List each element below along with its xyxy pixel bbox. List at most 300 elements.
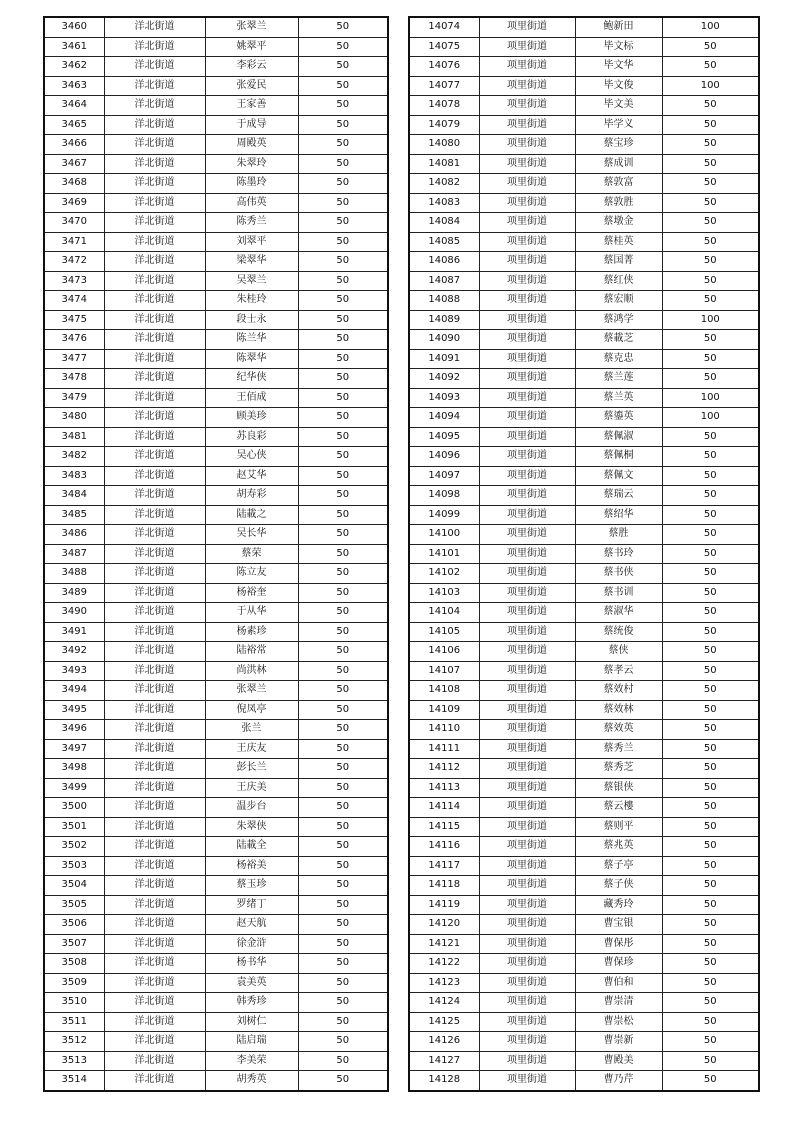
district-cell: 项里街道 <box>479 193 575 213</box>
district-cell: 洋北街道 <box>104 622 205 642</box>
row-number-cell: 3474 <box>44 291 104 311</box>
row-number-cell: 3497 <box>44 739 104 759</box>
name-cell: 胡寿彩 <box>205 486 298 506</box>
name-cell: 毕文标 <box>575 37 662 57</box>
amount-cell: 50 <box>298 1032 388 1052</box>
district-cell: 项里街道 <box>479 17 575 37</box>
district-cell: 洋北街道 <box>104 642 205 662</box>
amount-cell: 50 <box>662 486 759 506</box>
name-cell: 徐金浒 <box>205 934 298 954</box>
row-number-cell: 14123 <box>409 973 479 993</box>
district-cell: 洋北街道 <box>104 1071 205 1091</box>
amount-cell: 50 <box>298 1012 388 1032</box>
row-number-cell: 3509 <box>44 973 104 993</box>
table-row <box>44 291 388 311</box>
district-cell: 项里街道 <box>479 954 575 974</box>
row-number-cell: 14075 <box>409 37 479 57</box>
table-row <box>409 1051 759 1071</box>
table-row <box>409 544 759 564</box>
table-row <box>409 57 759 77</box>
district-cell: 项里街道 <box>479 115 575 135</box>
amount-cell: 50 <box>298 466 388 486</box>
row-number-cell: 3492 <box>44 642 104 662</box>
row-number-cell: 3483 <box>44 466 104 486</box>
name-cell: 袁美英 <box>205 973 298 993</box>
amount-cell: 50 <box>662 525 759 545</box>
amount-cell: 50 <box>298 856 388 876</box>
name-cell: 赵天航 <box>205 915 298 935</box>
name-cell: 毕学义 <box>575 115 662 135</box>
row-number-cell: 3471 <box>44 232 104 252</box>
district-cell: 洋北街道 <box>104 174 205 194</box>
name-cell: 杨裕奎 <box>205 583 298 603</box>
name-cell: 蔡玉珍 <box>205 876 298 896</box>
table-row <box>44 388 388 408</box>
table-row <box>44 17 388 37</box>
row-number-cell: 3500 <box>44 798 104 818</box>
name-cell: 曹崇松 <box>575 1012 662 1032</box>
table-row <box>44 681 388 701</box>
amount-cell: 50 <box>298 349 388 369</box>
name-cell: 曹宝银 <box>575 915 662 935</box>
name-cell: 曹殿美 <box>575 1051 662 1071</box>
name-cell: 蔡佩淑 <box>575 427 662 447</box>
row-number-cell: 3507 <box>44 934 104 954</box>
district-cell: 洋北街道 <box>104 895 205 915</box>
table-row <box>44 57 388 77</box>
district-cell: 洋北街道 <box>104 388 205 408</box>
table-row <box>409 1032 759 1052</box>
amount-cell: 50 <box>662 915 759 935</box>
district-cell: 洋北街道 <box>104 447 205 467</box>
district-cell: 洋北街道 <box>104 934 205 954</box>
district-cell: 项里街道 <box>479 720 575 740</box>
table-row <box>409 915 759 935</box>
amount-cell: 50 <box>662 505 759 525</box>
table-row <box>44 1071 388 1091</box>
table-row <box>409 954 759 974</box>
amount-cell: 50 <box>298 525 388 545</box>
table-row <box>44 193 388 213</box>
row-number-cell: 3465 <box>44 115 104 135</box>
name-cell: 张兰 <box>205 720 298 740</box>
name-cell: 王庆美 <box>205 778 298 798</box>
row-number-cell: 14111 <box>409 739 479 759</box>
district-cell: 洋北街道 <box>104 583 205 603</box>
name-cell: 蔡孝云 <box>575 661 662 681</box>
name-cell: 毕文俊 <box>575 76 662 96</box>
amount-cell: 100 <box>662 310 759 330</box>
row-number-cell: 3512 <box>44 1032 104 1052</box>
district-cell: 项里街道 <box>479 96 575 116</box>
row-number-cell: 14086 <box>409 252 479 272</box>
row-number-cell: 14091 <box>409 349 479 369</box>
row-number-cell: 3472 <box>44 252 104 272</box>
row-number-cell: 3463 <box>44 76 104 96</box>
amount-cell: 50 <box>298 1071 388 1091</box>
row-number-cell: 3470 <box>44 213 104 233</box>
name-cell: 顾美珍 <box>205 408 298 428</box>
district-cell: 洋北街道 <box>104 57 205 77</box>
name-cell: 曹乃芹 <box>575 1071 662 1091</box>
row-number-cell: 3494 <box>44 681 104 701</box>
amount-cell: 50 <box>298 330 388 350</box>
row-number-cell: 14097 <box>409 466 479 486</box>
row-number-cell: 14128 <box>409 1071 479 1091</box>
table-row <box>44 1032 388 1052</box>
row-number-cell: 3461 <box>44 37 104 57</box>
amount-cell: 50 <box>662 447 759 467</box>
amount-cell: 50 <box>298 759 388 779</box>
table-row <box>44 1051 388 1071</box>
name-cell: 蔡效英 <box>575 720 662 740</box>
district-cell: 项里街道 <box>479 213 575 233</box>
amount-cell: 50 <box>662 564 759 584</box>
row-number-cell: 3490 <box>44 603 104 623</box>
name-cell: 蔡佩文 <box>575 466 662 486</box>
district-cell: 项里街道 <box>479 934 575 954</box>
district-cell: 洋北街道 <box>104 505 205 525</box>
row-number-cell: 3501 <box>44 817 104 837</box>
district-cell: 项里街道 <box>479 427 575 447</box>
table-row <box>44 778 388 798</box>
district-cell: 洋北街道 <box>104 310 205 330</box>
amount-cell: 50 <box>662 934 759 954</box>
amount-cell: 50 <box>298 17 388 37</box>
district-cell: 项里街道 <box>479 1032 575 1052</box>
row-number-cell: 14104 <box>409 603 479 623</box>
row-number-cell: 14119 <box>409 895 479 915</box>
row-number-cell: 14127 <box>409 1051 479 1071</box>
name-cell: 高伟英 <box>205 193 298 213</box>
district-cell: 项里街道 <box>479 973 575 993</box>
row-number-cell: 14120 <box>409 915 479 935</box>
name-cell: 彭长兰 <box>205 759 298 779</box>
name-cell: 蔡載芝 <box>575 330 662 350</box>
amount-cell: 50 <box>298 622 388 642</box>
amount-cell: 50 <box>662 973 759 993</box>
district-cell: 项里街道 <box>479 798 575 818</box>
row-number-cell: 14084 <box>409 213 479 233</box>
row-number-cell: 14100 <box>409 525 479 545</box>
amount-cell: 50 <box>298 934 388 954</box>
name-cell: 蔡效村 <box>575 681 662 701</box>
district-cell: 项里街道 <box>479 876 575 896</box>
table-row <box>44 96 388 116</box>
row-number-cell: 3498 <box>44 759 104 779</box>
amount-cell: 50 <box>662 1051 759 1071</box>
amount-cell: 50 <box>298 193 388 213</box>
amount-cell: 50 <box>298 895 388 915</box>
amount-cell: 50 <box>662 1012 759 1032</box>
row-number-cell: 3486 <box>44 525 104 545</box>
amount-cell: 50 <box>662 1071 759 1091</box>
name-cell: 陆裕常 <box>205 642 298 662</box>
district-cell: 项里街道 <box>479 993 575 1013</box>
district-cell: 洋北街道 <box>104 37 205 57</box>
amount-cell: 50 <box>662 174 759 194</box>
amount-cell: 50 <box>298 486 388 506</box>
district-cell: 项里街道 <box>479 622 575 642</box>
amount-cell: 50 <box>298 778 388 798</box>
row-number-cell: 3511 <box>44 1012 104 1032</box>
name-cell: 蔡书训 <box>575 583 662 603</box>
district-cell: 洋北街道 <box>104 115 205 135</box>
amount-cell: 50 <box>662 993 759 1013</box>
district-cell: 洋北街道 <box>104 486 205 506</box>
row-number-cell: 14124 <box>409 993 479 1013</box>
district-cell: 项里街道 <box>479 154 575 174</box>
name-cell: 刘翠平 <box>205 232 298 252</box>
amount-cell: 50 <box>298 57 388 77</box>
row-number-cell: 14126 <box>409 1032 479 1052</box>
amount-cell: 50 <box>298 154 388 174</box>
amount-cell: 50 <box>298 544 388 564</box>
name-cell: 赵艾华 <box>205 466 298 486</box>
district-cell: 洋北街道 <box>104 76 205 96</box>
district-cell: 洋北街道 <box>104 330 205 350</box>
row-number-cell: 3489 <box>44 583 104 603</box>
table-row <box>409 252 759 272</box>
amount-cell: 50 <box>662 856 759 876</box>
table-row <box>409 856 759 876</box>
row-number-cell: 14121 <box>409 934 479 954</box>
district-cell: 项里街道 <box>479 681 575 701</box>
district-cell: 洋北街道 <box>104 525 205 545</box>
table-row <box>409 622 759 642</box>
amount-cell: 50 <box>662 291 759 311</box>
district-cell: 项里街道 <box>479 1051 575 1071</box>
table-row <box>44 993 388 1013</box>
table-row <box>409 174 759 194</box>
amount-cell: 100 <box>662 76 759 96</box>
table-row <box>44 583 388 603</box>
district-cell: 项里街道 <box>479 252 575 272</box>
row-number-cell: 14079 <box>409 115 479 135</box>
district-cell: 项里街道 <box>479 525 575 545</box>
district-cell: 项里街道 <box>479 310 575 330</box>
table-row <box>409 739 759 759</box>
amount-cell: 50 <box>662 622 759 642</box>
name-cell: 周殿英 <box>205 135 298 155</box>
name-cell: 于成导 <box>205 115 298 135</box>
table-row <box>44 466 388 486</box>
row-number-cell: 3496 <box>44 720 104 740</box>
row-number-cell: 14092 <box>409 369 479 389</box>
table-row <box>409 447 759 467</box>
row-number-cell: 14088 <box>409 291 479 311</box>
row-number-cell: 3460 <box>44 17 104 37</box>
name-cell: 蔡书侠 <box>575 564 662 584</box>
row-number-cell: 14108 <box>409 681 479 701</box>
name-cell: 陈兰华 <box>205 330 298 350</box>
row-number-cell: 3493 <box>44 661 104 681</box>
table-row <box>409 115 759 135</box>
name-cell: 曹保珍 <box>575 954 662 974</box>
table-row <box>44 369 388 389</box>
row-number-cell: 14074 <box>409 17 479 37</box>
district-cell: 洋北街道 <box>104 700 205 720</box>
table-row <box>44 915 388 935</box>
amount-cell: 50 <box>298 232 388 252</box>
table-row <box>409 1071 759 1091</box>
name-cell: 蔡瑞云 <box>575 486 662 506</box>
amount-cell: 50 <box>298 291 388 311</box>
amount-cell: 50 <box>662 759 759 779</box>
amount-cell: 100 <box>662 408 759 428</box>
left-roster-body <box>44 17 388 1091</box>
table-row <box>44 1012 388 1032</box>
table-row <box>409 564 759 584</box>
district-cell: 项里街道 <box>479 37 575 57</box>
name-cell: 罗绪丁 <box>205 895 298 915</box>
amount-cell: 50 <box>298 817 388 837</box>
name-cell: 蔡克忠 <box>575 349 662 369</box>
district-cell: 项里街道 <box>479 447 575 467</box>
row-number-cell: 14109 <box>409 700 479 720</box>
name-cell: 王家善 <box>205 96 298 116</box>
amount-cell: 50 <box>662 271 759 291</box>
district-cell: 项里街道 <box>479 778 575 798</box>
amount-cell: 50 <box>298 135 388 155</box>
row-number-cell: 14095 <box>409 427 479 447</box>
district-cell: 洋北街道 <box>104 759 205 779</box>
amount-cell: 50 <box>662 37 759 57</box>
table-row <box>409 232 759 252</box>
table-row <box>44 622 388 642</box>
name-cell: 李美荣 <box>205 1051 298 1071</box>
name-cell: 蔡子亭 <box>575 856 662 876</box>
amount-cell: 50 <box>662 720 759 740</box>
row-number-cell: 14117 <box>409 856 479 876</box>
right-roster-table <box>408 16 760 1092</box>
name-cell: 温步台 <box>205 798 298 818</box>
district-cell: 项里街道 <box>479 505 575 525</box>
district-cell: 项里街道 <box>479 603 575 623</box>
table-row <box>409 583 759 603</box>
name-cell: 曹伯和 <box>575 973 662 993</box>
amount-cell: 50 <box>662 876 759 896</box>
district-cell: 洋北街道 <box>104 193 205 213</box>
row-number-cell: 3475 <box>44 310 104 330</box>
amount-cell: 50 <box>662 427 759 447</box>
name-cell: 苏良彩 <box>205 427 298 447</box>
name-cell: 梁翠华 <box>205 252 298 272</box>
table-row <box>409 17 759 37</box>
table-row <box>409 525 759 545</box>
table-row <box>44 154 388 174</box>
district-cell: 项里街道 <box>479 291 575 311</box>
row-number-cell: 3506 <box>44 915 104 935</box>
table-row <box>409 193 759 213</box>
amount-cell: 50 <box>662 817 759 837</box>
amount-cell: 50 <box>662 778 759 798</box>
row-number-cell: 3477 <box>44 349 104 369</box>
row-number-cell: 14090 <box>409 330 479 350</box>
row-number-cell: 14082 <box>409 174 479 194</box>
amount-cell: 50 <box>662 466 759 486</box>
table-row <box>409 271 759 291</box>
table-row <box>44 525 388 545</box>
amount-cell: 50 <box>298 642 388 662</box>
right-roster-body <box>409 17 759 1091</box>
row-number-cell: 3504 <box>44 876 104 896</box>
amount-cell: 50 <box>662 154 759 174</box>
table-row <box>44 973 388 993</box>
district-cell: 项里街道 <box>479 57 575 77</box>
name-cell: 蔡佩桐 <box>575 447 662 467</box>
name-cell: 曹崇新 <box>575 1032 662 1052</box>
name-cell: 尚洪林 <box>205 661 298 681</box>
amount-cell: 50 <box>298 213 388 233</box>
table-row <box>44 603 388 623</box>
district-cell: 洋北街道 <box>104 681 205 701</box>
table-row <box>44 739 388 759</box>
row-number-cell: 3502 <box>44 837 104 857</box>
table-row <box>409 1012 759 1032</box>
name-cell: 蔡红侠 <box>575 271 662 291</box>
district-cell: 洋北街道 <box>104 427 205 447</box>
table-row <box>44 544 388 564</box>
name-cell: 藏秀玲 <box>575 895 662 915</box>
name-cell: 陆載之 <box>205 505 298 525</box>
amount-cell: 50 <box>662 661 759 681</box>
amount-cell: 50 <box>298 837 388 857</box>
amount-cell: 50 <box>662 369 759 389</box>
name-cell: 吴心侠 <box>205 447 298 467</box>
name-cell: 杨书华 <box>205 954 298 974</box>
district-cell: 洋北街道 <box>104 369 205 389</box>
amount-cell: 50 <box>298 1051 388 1071</box>
row-number-cell: 3478 <box>44 369 104 389</box>
amount-cell: 50 <box>662 954 759 974</box>
name-cell: 倪凤亭 <box>205 700 298 720</box>
amount-cell: 50 <box>298 993 388 1013</box>
district-cell: 项里街道 <box>479 700 575 720</box>
table-row <box>44 115 388 135</box>
district-cell: 项里街道 <box>479 408 575 428</box>
table-row <box>409 330 759 350</box>
table-row <box>44 661 388 681</box>
row-number-cell: 14089 <box>409 310 479 330</box>
row-number-cell: 14098 <box>409 486 479 506</box>
amount-cell: 50 <box>662 837 759 857</box>
table-row <box>409 37 759 57</box>
table-row <box>44 174 388 194</box>
district-cell: 项里街道 <box>479 544 575 564</box>
name-cell: 蔡银侠 <box>575 778 662 798</box>
row-number-cell: 14101 <box>409 544 479 564</box>
name-cell: 蔡侠 <box>575 642 662 662</box>
district-cell: 洋北街道 <box>104 661 205 681</box>
district-cell: 洋北街道 <box>104 544 205 564</box>
amount-cell: 50 <box>662 193 759 213</box>
district-cell: 洋北街道 <box>104 291 205 311</box>
amount-cell: 100 <box>662 388 759 408</box>
row-number-cell: 14107 <box>409 661 479 681</box>
name-cell: 蔡兰莲 <box>575 369 662 389</box>
amount-cell: 50 <box>298 427 388 447</box>
table-row <box>44 408 388 428</box>
name-cell: 朱翠侠 <box>205 817 298 837</box>
table-row <box>44 427 388 447</box>
table-row <box>409 778 759 798</box>
district-cell: 项里街道 <box>479 271 575 291</box>
row-number-cell: 14114 <box>409 798 479 818</box>
row-number-cell: 14125 <box>409 1012 479 1032</box>
row-number-cell: 3505 <box>44 895 104 915</box>
amount-cell: 50 <box>298 369 388 389</box>
